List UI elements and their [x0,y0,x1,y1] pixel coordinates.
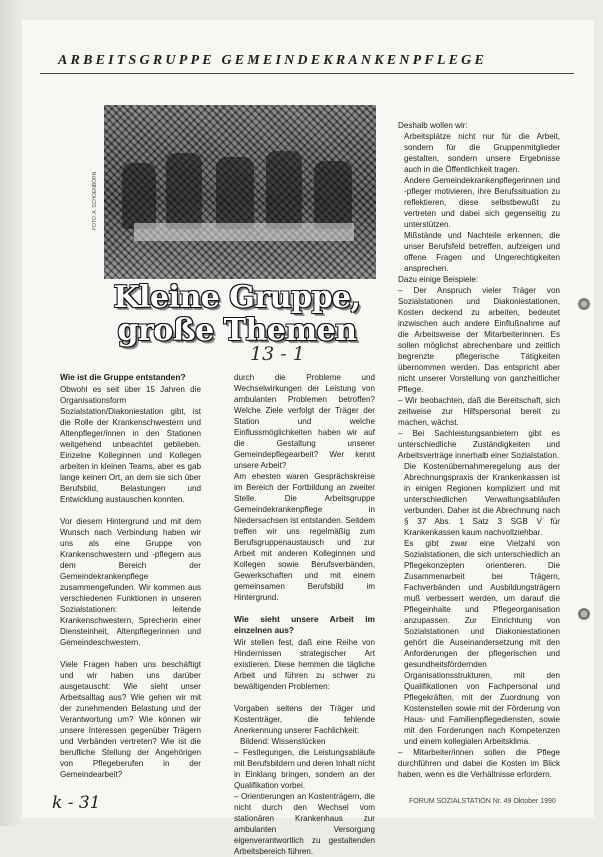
paragraph: Vorgaben seitens der Träger und Kostenträger, die fehlende Anerkennung unserer Fachlichkeit: [234,704,375,735]
bullet-item: – Festlegungen, die Leistungsabläufe mit Berufsbildern und deren Inhalt nicht in Einklang bringen, sondern an der Qualifikation vorbei. [234,748,375,790]
photo-credit: FOTO: A. SCHOENBORN [92,171,98,230]
paragraph: Bildend: Wissenslücken [240,737,326,746]
column-middle [234,372,375,857]
bullet-item: – Mitarbeiter/innen sollen die Pflege durchführen und dabei die Kosten im Blick haben, wenn es die Verhältnisse erfordern. [398,748,560,779]
photo-person [266,151,302,229]
paragraph: Es gibt zwar eine Vielzahl von Sozialstationen, die sich unterschiedlich an Pflegekonzepten orientieren. Die Zusammenarbeit bei Trägern, Fachverbänden und Ausbildungsträgern muß verbessert werden, um darauf die Pflegeinhalte und Pflegeorganisation anzupassen. Zur Einrichtung von Sozialstationen und Diakoniestationen gehört die Auseinandersetzung mit den Anforderungen der pflegerischen und gesundheitsfördernden Organisationsstrukturen, mit den Qualifikationen von Fachpersonal und Pflegekräften, mit der Zuordnung von Kostenstellen sowie mit der Förderung von Haus- und Familienpflegediensten, sowie mit den Forderungen nach Kompetenzen und einem kollegialen Arbeitsklima. [404,539,560,746]
group-photo [104,105,376,279]
punch-hole-icon [578,608,590,620]
bullet-item: – Orientierungen an Kostenträgern, die nicht durch den Wechsel vom stationären Krankenhaus zur ambulanten Versorgung eigenverantwortlich zu gestaltenden Arbeitsbereich führen. [234,792,375,856]
bullet-item: – Der Anspruch vieler Träger von Sozialstationen und Diakoniestationen, Kosten deckend zu arbeiten, bedeutet inzwischen auch andere Einflußnahme auf die Arbeitsweise der Mitarbeiterinnen. Es sollen möglichst abrechenbare und zeitlich begrenzte pflegerische Tätigkeiten übernommen werden. Das entspricht aber nicht unserer Vorstellung von ganzheitlicher Pflege. [398,286,560,394]
publication-footer: FORUM SOZIALSTATION Nr. 49 Oktober 1990 [409,798,556,805]
paragraph: Viele Fragen haben uns beschäftigt und wir haben uns darüber ausgetauscht: Wie sieht unser Arbeitsalltag aus? Wie gehen wir mit der zunehmenden Belastung und der Verantwortung um? Wie können wir unsere Interessen gegenüber Trägern und Verbänden vertreten? Wie ist die berufliche Stellung der Angehörigen von Pflegeberufen in der Gemeindearbeit? [60,660,201,779]
paragraph: Andere Gemeindekrankenpflegerinnen und -pfleger motivieren, ihre Berufssituation zu reflektieren, diese selbstbewußt zu vertreten und dabei sich gegenseitig zu unterstützen. [404,176,560,229]
paragraph: Die Kostenübernahmeregelung aus der Abrechnungspraxis der Krankenkassen ist in einigen Regionen kompliziert und mit unterschiedlichen Verwaltungsabläufen verbunden. Daher ist die Abrechnung nach § 37 Abs. 1 Satz 3 SGB V für Krankenkassen kaum nachvollziehbar. [404,462,560,537]
subheading: Wie sieht unsere Arbeit im einzelnen aus? [234,614,375,635]
paragraph: Deshalb wollen wir: [398,121,468,130]
photo-person [216,157,254,229]
column-right [398,120,560,780]
article-title-line-2: große Themen [117,313,357,348]
paragraph: Mißstände und Nachteile erkennen, die unser Berufsfeld betreffen, aufzeigen und offene Fragen und Ungerechtigkeiten ansprechen. [404,231,560,273]
bullet-item: – Bei Sachleistungsanbietern gibt es unterschiedliche Zuständigkeiten und Arbeitsverträge innerhalb einer Sozialstation. [398,429,560,460]
bullet-item: – Wir beobachten, daß die Bereitschaft, sich zeitweise zur Hilfspersonal bereit zu machen, wächst. [398,396,560,427]
article-title-line-1: Kleine Gruppe, [113,280,361,315]
column-left [60,372,201,780]
paragraph: Wir stellen fest, daß eine Reihe von Hindernissen strategischer Art existieren. Diese hemmen die tägliche Arbeit und führen zu schwer zu bewältigenden Problemen: [234,638,375,691]
page-binding-shadow [0,0,22,826]
paragraph: Obwohl es seit über 15 Jahren die Organisationsform Sozialstation/Diakoniestation gibt, ist die Rolle der Krankenschwestern und Altenpfleger/innen in den Stationen weitgehend unbeachtet geblieben. Einzelne Kolleginnen und Kollegen arbeiten in kleinen Teams, aber es gab lange keinen Ort, an dem sie sich über Berufsbild, Belastungen und Entwicklung austauschen konnten. [60,385,201,504]
paragraph: durch die Probleme und Wechselwirkungen der Leistung von ambulanten Problemen betroffen? Welche Ziele verfolgt der Träger der Station und welche Einflussmöglichkeiten haben wir auf die Gestaltung unserer Gemeindepflegearbeit? Wer kennt unsere Arbeit? [234,373,375,470]
subheading: Wie ist die Gruppe entstanden? [60,372,186,382]
article-title [112,281,362,347]
handwritten-note: 13 - 1 [250,343,305,365]
header-rule [40,73,574,74]
paragraph: Am ehesten waren Gesprächskreise im Bereich der Fortbildung an zweiter Stelle. Die Arbeitsgruppe Gemeindekrankenpflege in Niedersachsen ist entstanden. Seitdem treffen wir uns regelmäßig zum Berufsgruppenaustausch und zur Arbeit mit anderen Kolleginnen und Kollegen sowie Berufsverbänden, Gewerkschaften und mit einem gemeinsamen Berufsbild im Hintergrund. [234,472,375,602]
paragraph: Vor diesem Hintergrund und mit dem Wunsch nach Verbindung haben wir uns als eine Gruppe von Krankenschwestern und -pflegern aus dem Bereich der Gemeindekrankenpflege zusammengefunden. Wir kommen aus verschiedenen Funktionen in unseren Sozialstationen: leitende Krankenschwestern, Sprecherin einer Diensteinheit, Altenpflegerinnen und Gemeindeschwestern. [60,517,201,647]
punch-hole-icon [578,298,590,310]
photo-person [122,163,156,229]
paragraph: Dazu einige Beispiele: [398,275,479,284]
section-header: ARBEITSGRUPPE GEMEINDEKRANKENPFLEGE [58,53,488,68]
photo-person [314,161,352,229]
page-number-handwritten: k - 31 [52,793,101,813]
photo-person [166,153,202,229]
paragraph: Arbeitsplätze nicht nur für die Arbeit, sondern für die Gruppenmitglieder gestalten, sondern unsere Ergebnisse auch in die Öffentlichkeit tragen. [404,132,560,174]
photo-table [134,223,354,241]
